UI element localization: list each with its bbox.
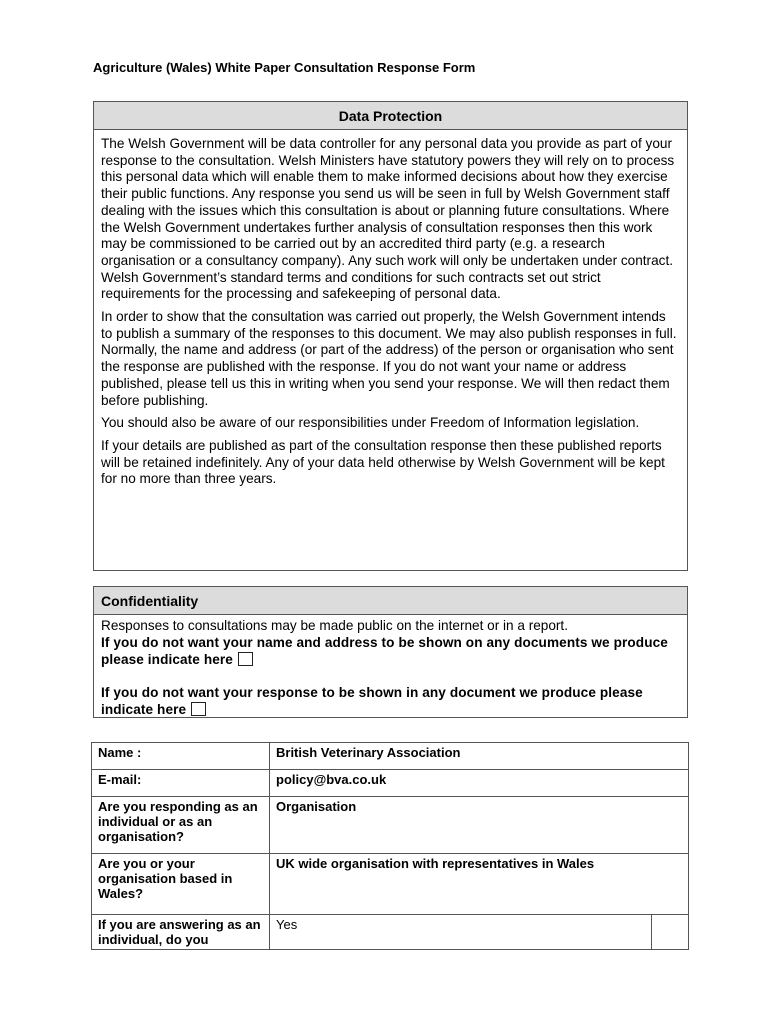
data-protection-heading: Data Protection bbox=[94, 102, 687, 130]
name-address-prompt: If you do not want your name and address to be shown on any documents we produce please indicate here bbox=[101, 635, 668, 667]
table-row bbox=[92, 770, 689, 797]
data-protection-paragraph: You should also be aware of our responsibilities under Freedom of Information legislation. bbox=[101, 415, 640, 431]
confidentiality-heading: Confidentiality bbox=[94, 587, 687, 615]
data-protection-paragraph: If your details are published as part of the consultation response then these published reports will be retained indefinitely. Any of your data held otherwise by Welsh Government will be kept for no more than three years. bbox=[101, 437, 665, 487]
individual-answer-field[interactable]: Yes bbox=[270, 915, 652, 950]
name-label: Name : bbox=[92, 743, 270, 770]
confidentiality-intro: Responses to consultations may be made public on the internet or in a report. bbox=[101, 618, 568, 633]
data-protection-paragraph: The Welsh Government will be data controller for any personal data you provide as part of your response to the consultation. Welsh Ministers have statutory powers they will rely on to process this personal data which will enable them to make informed decisions about how they exercise their public functions. Any response you send us will be seen in full by Welsh Government staff dealing with the issues which this consultation is about or planning future consultations. Where the Welsh Government undertakes further analysis of consultation responses then this work may be commissioned to be carried out by an accredited third party (e.g. a research organisation or a consultancy company). Any such work will only be undertaken under contract. Welsh Government’s standard terms and conditions for such contracts set out strict requirements for the processing and safekeeping of personal data. bbox=[101, 136, 675, 302]
table-row bbox=[92, 797, 689, 854]
page-title: Agriculture (Wales) White Paper Consultation Response Form bbox=[93, 60, 476, 75]
table-row bbox=[92, 743, 689, 770]
response-option bbox=[101, 684, 680, 718]
table-row bbox=[92, 915, 689, 950]
confidentiality-body bbox=[94, 615, 687, 718]
email-field[interactable]: policy@bva.co.uk bbox=[270, 770, 689, 797]
data-protection-body bbox=[94, 130, 687, 488]
individual-question-label: If you are answering as an individual, do you bbox=[92, 915, 270, 950]
based-in-wales-field[interactable]: UK wide organisation with representatives in Wales bbox=[270, 854, 689, 915]
hide-response-checkbox[interactable] bbox=[191, 702, 206, 716]
name-address-option bbox=[101, 634, 680, 668]
data-protection-section bbox=[93, 101, 688, 571]
email-label: E-mail: bbox=[92, 770, 270, 797]
respondent-type-label: Are you responding as an individual or as an organisation? bbox=[92, 797, 270, 854]
based-in-wales-label: Are you or your organisation based in Wales? bbox=[92, 854, 270, 915]
individual-answer-box[interactable] bbox=[652, 915, 689, 950]
name-field[interactable]: British Veterinary Association bbox=[270, 743, 689, 770]
hide-name-address-checkbox[interactable] bbox=[238, 652, 253, 666]
table-row bbox=[92, 854, 689, 915]
response-prompt: If you do not want your response to be shown in any document we produce please indicate here bbox=[101, 685, 643, 717]
respondent-type-field[interactable]: Organisation bbox=[270, 797, 689, 854]
data-protection-paragraph: In order to show that the consultation was carried out properly, the Welsh Government intends to publish a summary of the responses to this document. We may also publish responses in full. Normally, the name and address (or part of the address) of the person or organisation who sent the response are published with the response. If you do not want your name or address published, please tell us this in writing when you send your response. We will then redact them before publishing. bbox=[101, 309, 677, 408]
respondent-details-table bbox=[91, 742, 689, 950]
confidentiality-section bbox=[93, 586, 688, 718]
